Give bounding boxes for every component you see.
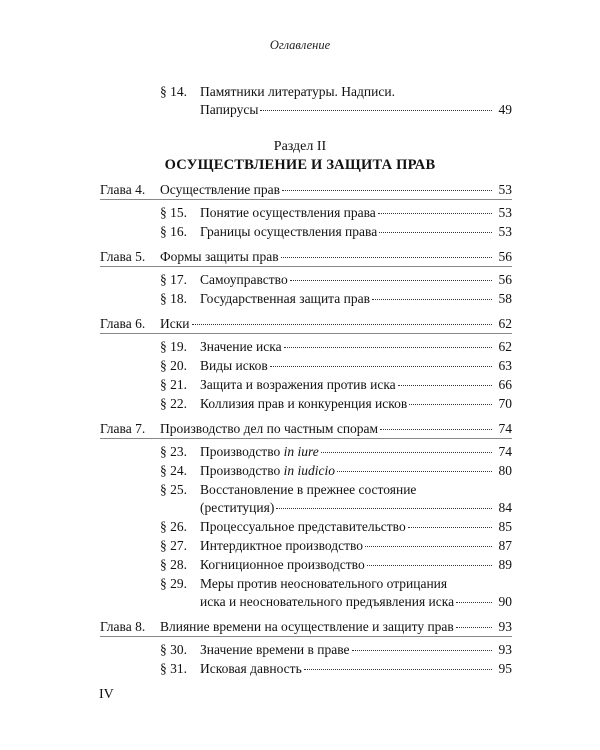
dot-leader [290, 280, 492, 281]
entry-title: Исковая давность [200, 661, 302, 676]
entry-page: 93 [498, 642, 512, 657]
section-label: Раздел II [273, 139, 327, 154]
entry-number: § 30. [160, 642, 187, 657]
entry-number: § 23. [160, 444, 187, 459]
entry-number: § 17. [160, 272, 187, 287]
dot-leader [367, 565, 492, 566]
entry-number: § 31. [160, 661, 187, 676]
entry-number: § 28. [160, 557, 187, 572]
entry-title: Восстановление в прежнее состояние [200, 482, 417, 497]
chapter-title: Осуществление прав [160, 182, 281, 197]
entry-number: § 16. [160, 224, 187, 239]
entry-page: 80 [498, 463, 512, 478]
entry-number: § 22. [160, 396, 187, 411]
dot-leader [337, 471, 492, 472]
entry-page: 62 [498, 316, 512, 331]
entry-title: Интердиктное производство [200, 538, 364, 553]
dot-leader [408, 527, 492, 528]
entry-title: Производство in iudicio [200, 463, 335, 478]
dot-leader [270, 366, 492, 367]
entry-title: Государственная защита прав [200, 291, 370, 306]
dot-leader [372, 299, 492, 300]
entry-page: 90 [498, 594, 512, 609]
entry-title: Самоуправство [200, 272, 288, 287]
dot-leader [456, 602, 492, 603]
entry-page: 56 [498, 249, 512, 264]
dot-leader [260, 110, 492, 111]
dot-leader [352, 650, 492, 651]
entry-title-cont: Папирусы [200, 102, 259, 117]
dot-leader [304, 669, 492, 670]
entry-title: Значение иска [200, 339, 282, 354]
dot-leader [379, 232, 492, 233]
chapter-title: Влияние времени на осуществление и защиту прав [160, 619, 454, 634]
entry-title-latin: in iure [283, 444, 319, 459]
page-number: IV [99, 687, 114, 702]
entry-page: 95 [498, 661, 512, 676]
chapter-number: Глава 6. [100, 316, 146, 331]
chapter-number: Глава 5. [100, 249, 146, 264]
entry-title: Границы осуществления права [200, 224, 378, 239]
entry-page: 87 [498, 538, 512, 553]
entry-number: § 26. [160, 519, 187, 534]
entry-page: 84 [498, 500, 512, 515]
divider [100, 438, 512, 439]
entry-number: § 21. [160, 377, 187, 392]
entry-page: 70 [498, 396, 512, 411]
entry-number: § 24. [160, 463, 187, 478]
entry-page: 93 [498, 619, 512, 634]
dot-leader [321, 452, 492, 453]
entry-page: 62 [498, 339, 512, 354]
dot-leader [409, 404, 492, 405]
chapter-title: Иски [160, 316, 190, 331]
entry-title: Памятники литературы. Надписи. [200, 84, 395, 99]
dot-leader [456, 627, 492, 628]
entry-title-latin: in iudicio [283, 463, 335, 478]
chapter-title: Формы защиты прав [160, 249, 279, 264]
entry-page: 53 [498, 224, 512, 239]
entry-page: 53 [498, 182, 512, 197]
entry-title-cont: (реституция) [200, 500, 275, 515]
dot-leader [365, 546, 492, 547]
entry-page: 74 [498, 421, 512, 436]
entry-title: Когниционное производство [200, 557, 365, 572]
entry-number: § 20. [160, 358, 187, 373]
dot-leader [284, 347, 492, 348]
entry-title: Процессуальное представительство [200, 519, 406, 534]
running-title: Оглавление [269, 38, 331, 52]
entry-number: § 18. [160, 291, 187, 306]
entry-title: Меры против неосновательного отрицания [200, 576, 448, 591]
divider [100, 636, 512, 637]
dot-leader [282, 190, 492, 191]
chapter-title: Производство дел по частным спорам [160, 421, 379, 436]
section-title: ОСУЩЕСТВЛЕНИЕ И ЗАЩИТА ПРАВ [164, 157, 436, 173]
entry-number: § 25. [160, 482, 187, 497]
chapter-number: Глава 7. [100, 421, 146, 436]
dot-leader [281, 257, 492, 258]
entry-page: 58 [498, 291, 512, 306]
entry-title-cont: иска и неосновательного предъявления иска [200, 594, 455, 609]
dot-leader [276, 508, 492, 509]
entry-title: Производство in iure [200, 444, 319, 459]
entry-page: 63 [498, 358, 512, 373]
entry-page: 89 [498, 557, 512, 572]
divider [100, 266, 512, 267]
entry-title: Коллизия прав и конкуренция исков [200, 396, 408, 411]
entry-number: § 27. [160, 538, 187, 553]
entry-title: Значение времени в праве [200, 642, 350, 657]
entry-page: 49 [498, 102, 512, 117]
dot-leader [398, 385, 492, 386]
entry-page: 53 [498, 205, 512, 220]
entry-number: § 15. [160, 205, 187, 220]
entry-page: 56 [498, 272, 512, 287]
entry-title: Понятие осуществления права [200, 205, 376, 220]
entry-number: § 19. [160, 339, 187, 354]
entry-title: Виды исков [200, 358, 268, 373]
entry-page: 66 [498, 377, 512, 392]
entry-page: 74 [498, 444, 512, 459]
divider [100, 199, 512, 200]
entry-number: § 29. [160, 576, 187, 591]
divider [100, 333, 512, 334]
dot-leader [380, 429, 492, 430]
entry-number: § 14. [160, 84, 187, 99]
entry-page: 85 [498, 519, 512, 534]
chapter-number: Глава 8. [100, 619, 146, 634]
entry-title: Защита и возражения против иска [200, 377, 396, 392]
chapter-number: Глава 4. [100, 182, 146, 197]
dot-leader [378, 213, 492, 214]
dot-leader [192, 324, 492, 325]
